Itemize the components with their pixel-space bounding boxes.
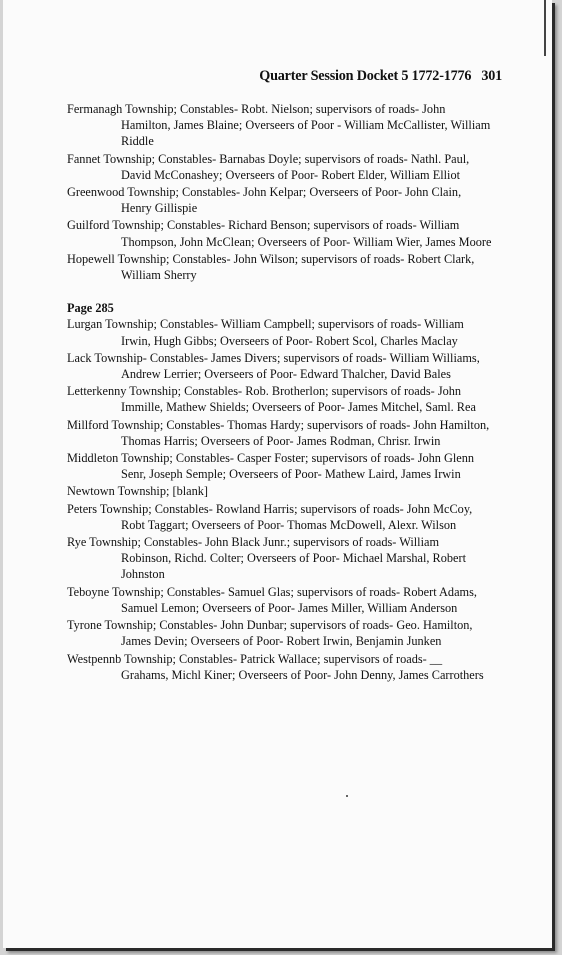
page-number: 301 [481, 68, 502, 84]
binding-edge-line [544, 0, 546, 56]
docket-content [67, 101, 492, 684]
entry-fannet: Fannet Township; Constables- Barnabas Doyle; supervisors of roads- Nathl. Paul, David McConashey; Overseers of Poor- Robert Elder, William Elliot [67, 151, 470, 182]
entry-middleton: Middleton Township; Constables- Casper Foster; supervisors of roads- John Glenn Senr, Joseph Semple; Overseers of Poor- Mathew Laird, James Irwin [67, 451, 475, 482]
entry-newtown: Newtown Township; [blank] [67, 484, 208, 499]
entry-peters: Peters Township; Constables- Rowland Harris; supervisors of roads- John McCoy, Robt Taggart; Overseers of Poor- Thomas McDowell, Alexr. Wilson [67, 501, 473, 532]
entry-teboyne: Teboyne Township; Constables- Samuel Glas; supervisors of roads- Robert Adams, Samuel Lemon; Overseers of Poor- James Miller, William Anderson [67, 584, 477, 615]
entry-rye: Rye Township; Constables- John Black Junr.; supervisors of roads- William Robinson, Richd. Colter; Overseers of Poor- Michael Marshal, Robert Johnston [67, 535, 467, 582]
entry-greenwood: Greenwood Township; Constables- John Kelpar; Overseers of Poor- John Clain, Henry Gillispie [67, 185, 462, 216]
entry-tyrone: Tyrone Township; Constables- John Dunbar; supervisors of roads- Geo. Hamilton, James Devin; Overseers of Poor- Robert Irwin, Benjamin Junken [67, 618, 473, 649]
entry-guilford: Guilford Township; Constables- Richard Benson; supervisors of roads- William Thompson, John McClean; Overseers of Poor- William Wier, James Moore [67, 218, 492, 249]
section-spacer [67, 284, 492, 300]
entry-millford: Millford Township; Constables- Thomas Hardy; supervisors of roads- John Hamilton, Thomas Harris; Overseers of Poor- James Rodman, Chrisr. Irwin [67, 417, 490, 448]
entry-letterkenny: Letterkenny Township; Constables- Rob. Brotherlon; supervisors of roads- John Immille, Mathew Shields; Overseers of Poor- James Mitchel, Saml. Rea [67, 384, 476, 415]
entry-hopewell: Hopewell Township; Constables- John Wilson; supervisors of roads- Robert Clark, William Sherry [67, 251, 475, 283]
header-title: Quarter Session Docket 5 1772-1776 [259, 68, 472, 84]
running-header [259, 68, 502, 85]
stray-ink-dot [346, 795, 348, 797]
entry-lack: Lack Township- Constables- James Divers; supervisors of roads- William Williams, Andrew Lerrier; Overseers of Poor- Edward Thalcher, David Bales [67, 350, 480, 382]
entry-lurgan: Lurgan Township; Constables- William Campbell; supervisors of roads- William Irwin, Hugh Gibbs; Overseers of Poor- Robert Scol, Charles Maclay [67, 317, 464, 348]
entry-fermanagh: Fermanagh Township; Constables- Robt. Nielson; supervisors of roads- John Hamilton, James Blaine; Overseers of Poor - William McCallister, William Riddle [67, 102, 491, 149]
document-page [3, 0, 552, 948]
section-label: Page 285 [67, 301, 114, 316]
entry-westpennb: Westpennb Township; Constables- Patrick Wallace; supervisors of roads- __ Grahams, Michl Kiner; Overseers of Poor- John Denny, James Carrothers [67, 651, 484, 682]
